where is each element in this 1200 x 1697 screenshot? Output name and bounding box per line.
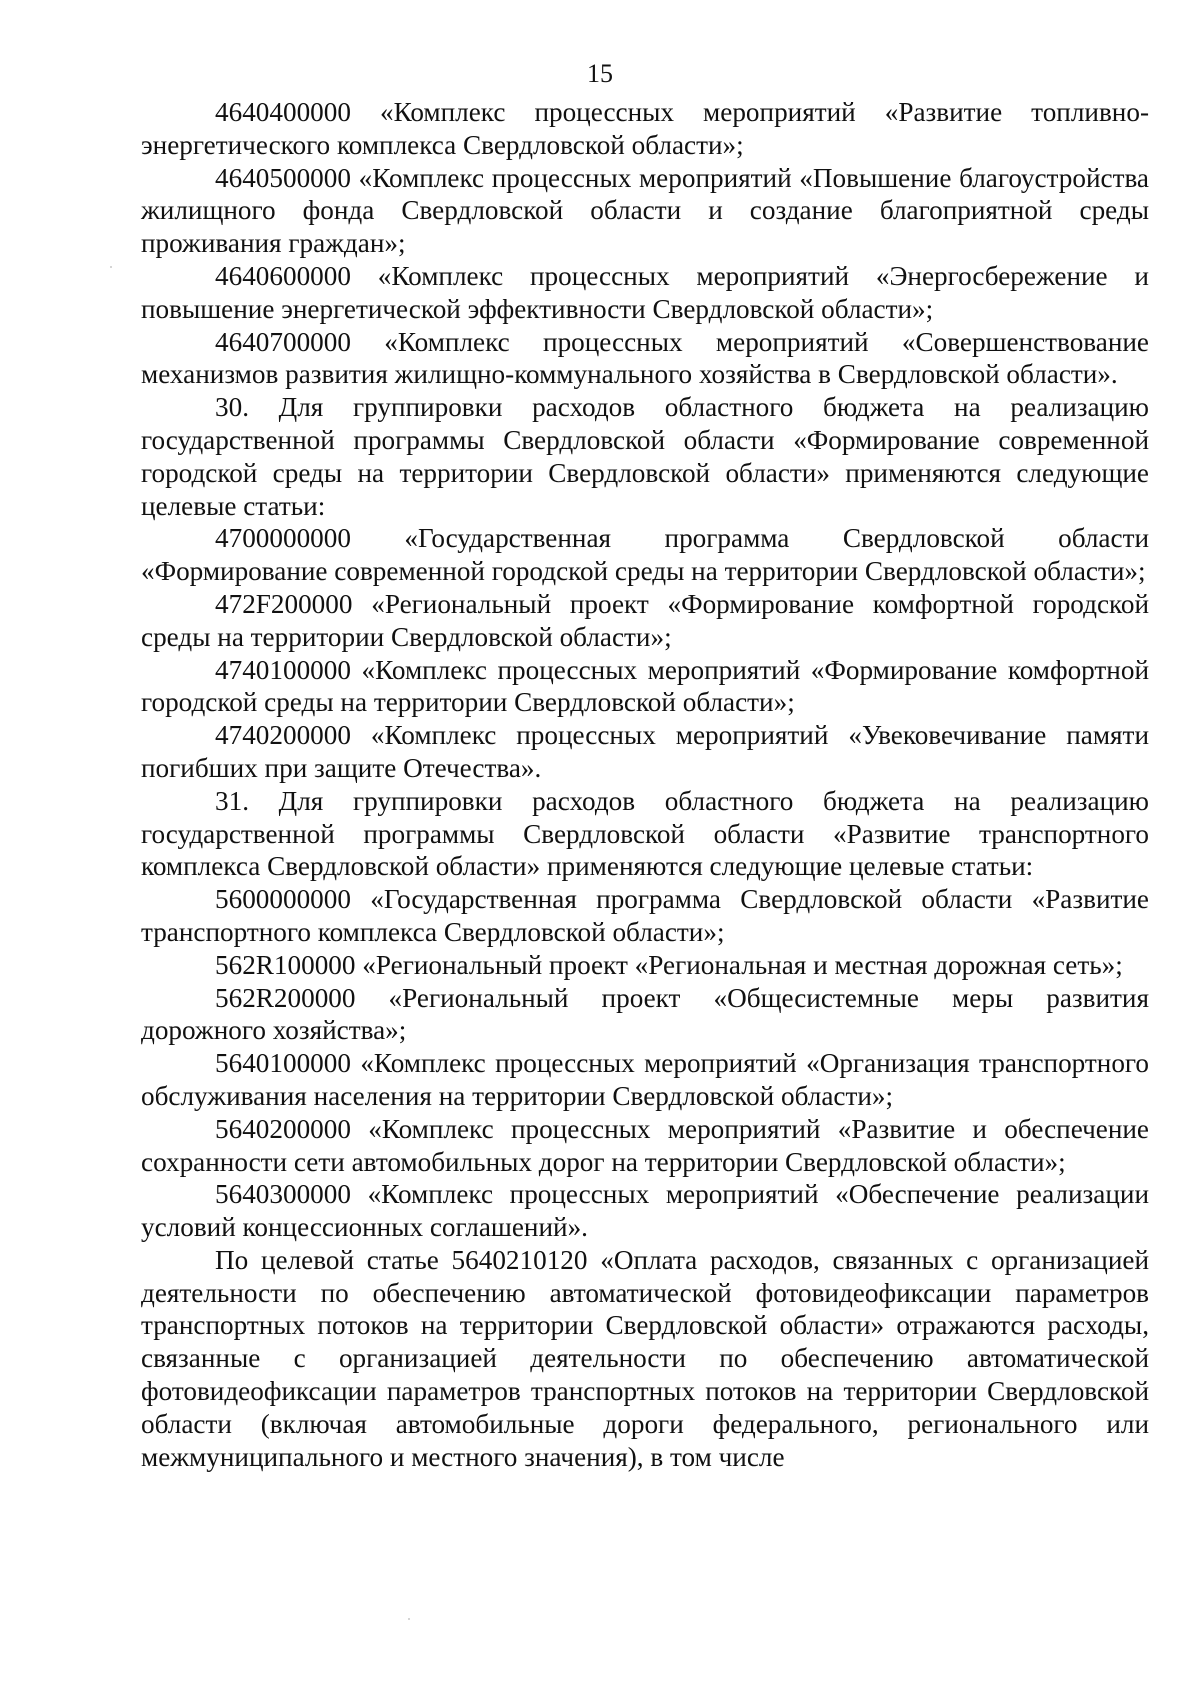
paragraph-5640210120: По целевой статье 5640210120 «Оплата расходов, связанных с организацией деятельности по обеспечению автоматической фотовидеофиксации параметров транспортных потоков на территории Свердловской области» отражаются расходы, связанные с организацией деятельности по обеспечению автоматической фотовидеофиксации параметров транспортных потоков на территории Свердловской области (включая автомобильные дороги федерального, регионального или межмуниципального и местного значения), в том числе [141,1244,1149,1472]
scan-speck [408,1618,410,1620]
paragraph-4740200000: 4740200000 «Комплекс процессных мероприятий «Увековечивание памяти погибших при защите Отечества». [141,720,1149,783]
scan-speck [110,266,112,268]
paragraph-4640500000: 4640500000 «Комплекс процессных мероприятий «Повышение благоустройства жилищного фонда Свердловской области и создание благоприятной среды проживания граждан»; [141,162,1149,259]
paragraph-5640200000: 5640200000 «Комплекс процессных мероприятий «Развитие и обеспечение сохранности сети автомобильных дорог на территории Свердловской области»; [141,1113,1149,1177]
paragraph-4640700000: 4640700000 «Комплекс процессных мероприятий «Совершенствование механизмов развития жилищно-коммунального хозяйства в Свердловской области». [141,326,1149,390]
document-body [141,96,1149,1473]
paragraph-5640100000: 5640100000 «Комплекс процессных мероприятий «Организация транспортного обслуживания населения на территории Свердловской области»; [141,1048,1149,1111]
paragraph-4640400000: 4640400000 «Комплекс процессных мероприятий «Развитие топливно-энергетического комплекса Свердловской области»; [141,97,1149,160]
paragraph-item-31: 31. Для группировки расходов областного бюджета на реализацию государственной программы Свердловской области «Развитие транспортного комплекса Свердловской области» применяются следующие целевые статьи: [141,785,1149,882]
paragraph-472F200000: 472F200000 «Региональный проект «Формирование комфортной городской среды на территории Свердловской области»; [141,588,1149,652]
page-number: 15 [587,59,613,88]
paragraph-4640600000: 4640600000 «Комплекс процессных мероприятий «Энергосбережение и повышение энергетической эффективности Свердловской области»; [141,260,1149,324]
paragraph-4740100000: 4740100000 «Комплекс процессных мероприятий «Формирование комфортной городской среды на территории Свердловской области»; [141,654,1149,718]
paragraph-5640300000: 5640300000 «Комплекс процессных мероприятий «Обеспечение реализации условий концессионных соглашений». [141,1179,1149,1243]
paragraph-5600000000: 5600000000 «Государственная программа Свердловской области «Развитие транспортного комплекса Свердловской области»; [141,884,1149,947]
paragraph-4700000000: 4700000000 «Государственная программа Свердловской области «Формирование современной городской среды на территории Свердловской области»; [141,523,1149,587]
paragraph-562R100000: 562R100000 «Региональный проект «Региональная и местная дорожная сеть»; [215,949,1123,980]
paragraph-item-30: 30. Для группировки расходов областного бюджета на реализацию государственной программы Свердловской области «Формирование современной городской среды на территории Свердловской области» применяются следующие целевые статьи: [141,392,1149,521]
paragraph-562R200000: 562R200000 «Региональный проект «Общесистемные меры развития дорожного хозяйства»; [141,982,1149,1046]
